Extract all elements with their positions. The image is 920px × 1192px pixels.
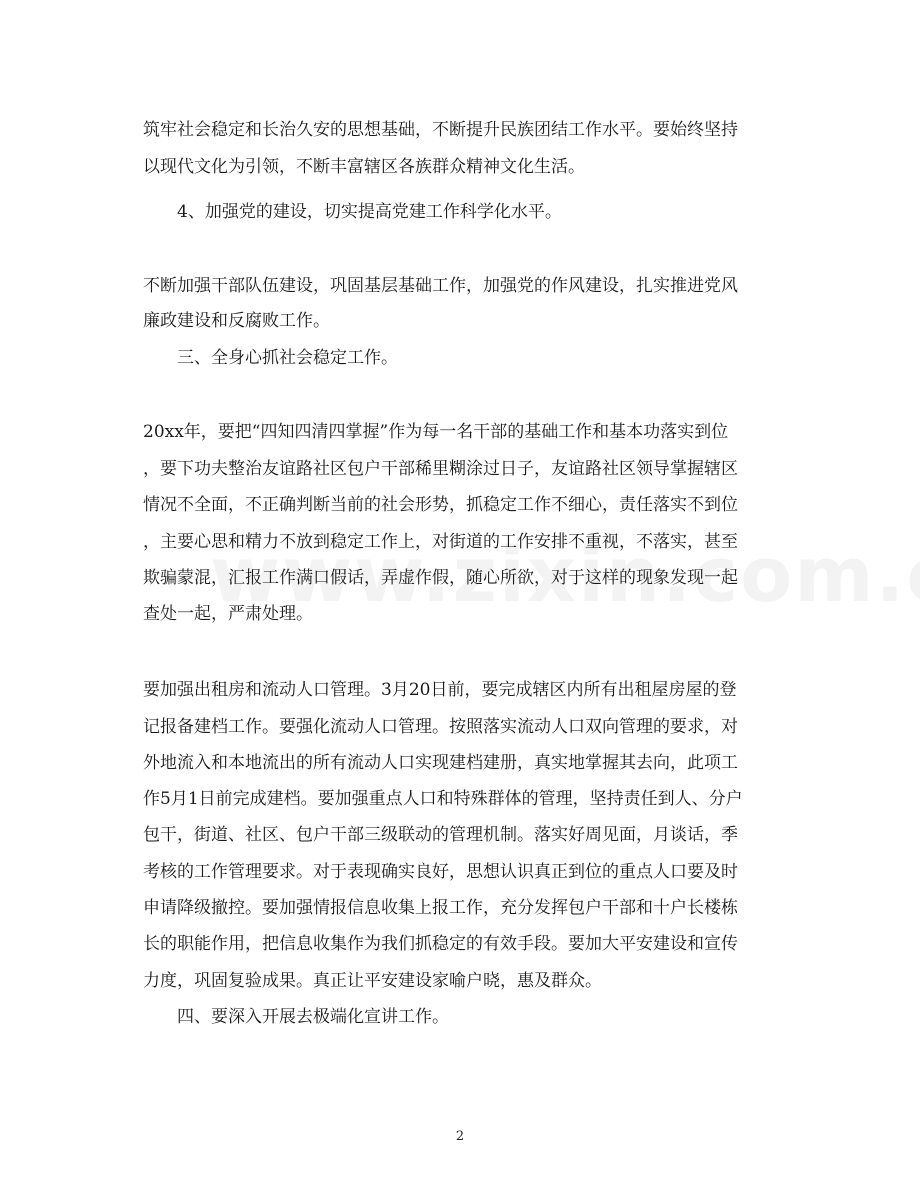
paragraph-line: ，要下功夫整治友谊路社区包户干部稀里糊涂过日子，友谊路社区领导掌握辖区 xyxy=(143,459,738,479)
paragraph-line: 包干，街道、社区、包户干部三级联动的管理机制。落实好周见面，月谈话，季 xyxy=(143,825,738,845)
paragraph-line: 外地流入和本地流出的所有流动人口实现建档建册，真实地掌握其去向，此项工 xyxy=(143,753,738,773)
section-heading: 4、加强党的建设，切实提高党建工作科学化水平。 xyxy=(177,202,562,222)
paragraph-line: 力度，巩固复验成果。真正让平安建设家喻户晓，惠及群众。 xyxy=(143,971,602,991)
paragraph-line: 考核的工作管理要求。对于表现确实良好，思想认识真正到位的重点人口要及时 xyxy=(143,862,738,882)
paragraph-line: 申请降级撤控。要加强情报信息收集上报工作，充分发挥包户干部和十户长楼栋 xyxy=(143,898,738,918)
paragraph-line: 20xx年，要把“四知四清四掌握”作为每一名干部的基础工作和基本功落实到位 xyxy=(143,422,729,442)
paragraph-line: 以现代文化为引领，不断丰富辖区各族群众精神文化生活。 xyxy=(143,157,585,177)
paragraph-line: 筑牢社会稳定和长治久安的思想基础，不断提升民族团结工作水平。要始终坚持 xyxy=(143,120,738,140)
paragraph-line: 欺骗蒙混，汇报工作满口假话，弄虚作假，随心所欲，对于这样的现象发现一起 xyxy=(143,568,738,588)
paragraph-line: 廉政建设和反腐败工作。 xyxy=(143,311,330,331)
paragraph-line: 要加强出租房和流动人口管理。3月20日前，要完成辖区内所有出租屋房屋的登 xyxy=(143,680,737,700)
page-number: 2 xyxy=(455,1129,465,1144)
paragraph-line: 查处一起，严肃处理。 xyxy=(143,604,313,624)
paragraph-line: 不断加强干部队伍建设，巩固基层基础工作，加强党的作风建设，扎实推进党风 xyxy=(143,276,738,296)
paragraph-line: 情况不全面，不正确判断当前的社会形势，抓稳定工作不细心，责任落实不到位 xyxy=(143,495,738,515)
section-heading: 三、全身心抓社会稳定工作。 xyxy=(177,348,398,368)
paragraph-line: 记报备建档工作。要强化流动人口管理。按照落实流动人口双向管理的要求，对 xyxy=(143,717,738,737)
paragraph-line: 作5月1日前完成建档。要加强重点人口和特殊群体的管理，坚持责任到人、分户 xyxy=(143,789,743,809)
section-heading: 四、要深入开展去极端化宣讲工作。 xyxy=(177,1007,449,1027)
paragraph-line: 长的职能作用，把信息收集作为我们抓稳定的有效手段。要加大平安建设和宣传 xyxy=(143,934,738,954)
paragraph-line: ，主要心思和精力不放到稳定工作上，对街道的工作安排不重视，不落实，甚至 xyxy=(143,532,738,552)
